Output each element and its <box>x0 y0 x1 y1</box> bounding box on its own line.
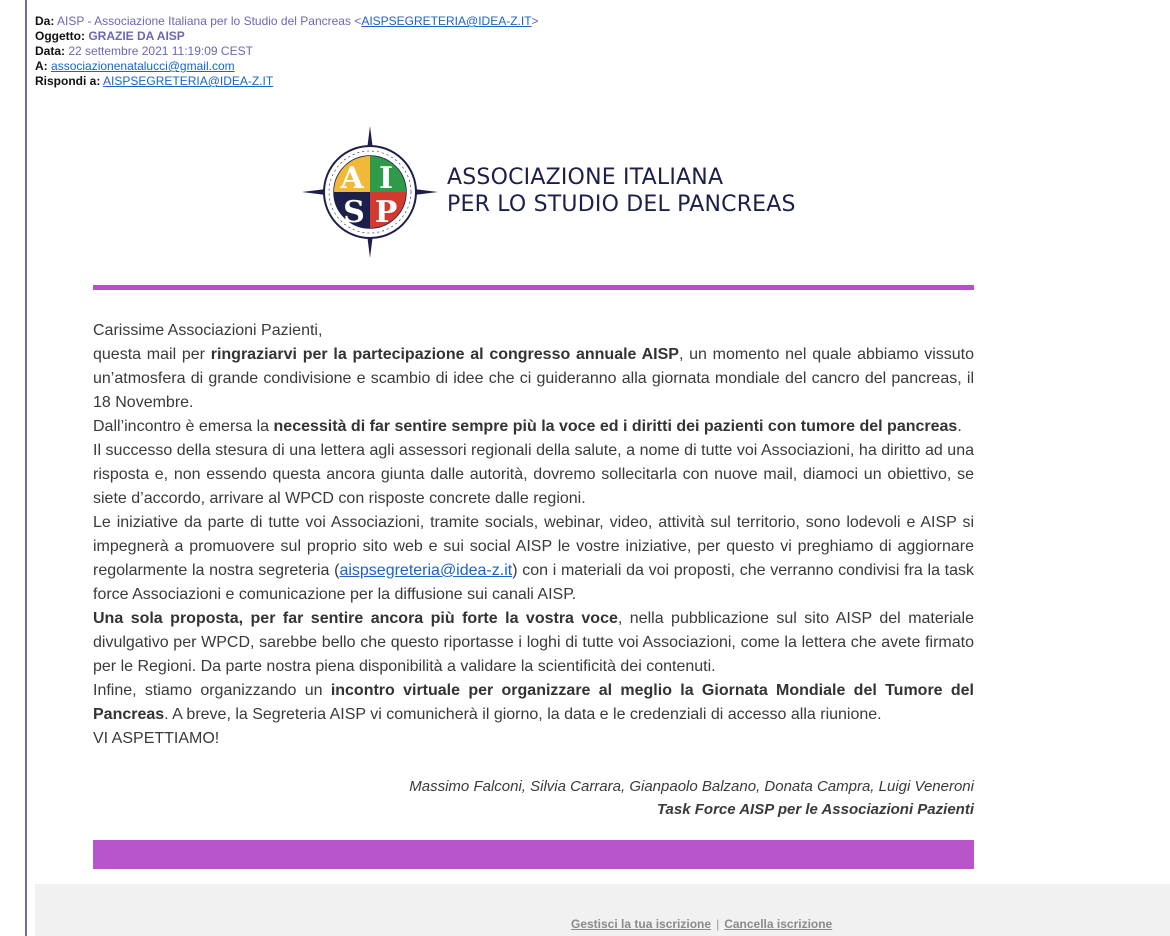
message-left-border <box>25 0 27 936</box>
emblem-letter-i: I <box>378 161 394 196</box>
paragraph-thanks <box>93 343 974 415</box>
segreteria-email-link[interactable]: aispsegreteria@idea-z.it <box>339 562 513 579</box>
paragraph-need <box>93 415 974 439</box>
p1-text-a: questa mail per <box>93 346 211 363</box>
unsubscribe-link[interactable]: Cancella iscrizione <box>724 917 833 931</box>
to-row <box>35 59 539 74</box>
reply-to-row <box>35 74 539 89</box>
reply-to-email-link[interactable]: AISPSEGRETERIA@IDEA-Z.IT <box>103 74 274 88</box>
manage-subscription-link[interactable]: Gestisci la tua iscrizione <box>571 917 712 931</box>
to-email-link[interactable]: associazionenatalucci@gmail.com <box>51 59 235 73</box>
from-close: > <box>531 14 539 28</box>
from-label: Da: <box>35 14 55 28</box>
emblem-letter-p: P <box>374 195 398 230</box>
signature-role: Task Force AISP per le Associazioni Pazienti <box>656 801 974 818</box>
from-email-link[interactable]: AISPSEGRETERIA@IDEA-Z.IT <box>361 14 532 28</box>
p6-text-c: . A breve, la Segreteria AISP vi comunicherà il giorno, la data e le credenziali di accesso alla riunione. <box>164 706 882 723</box>
paragraph-meeting <box>93 679 974 727</box>
logo-line-1: ASSOCIAZIONE ITALIANA <box>447 165 724 190</box>
email-body <box>93 319 974 751</box>
p1-bold: ringraziarvi per la partecipazione al congresso annuale AISP <box>210 346 679 363</box>
emblem-letter-a: A <box>340 161 364 196</box>
date-label: Data: <box>35 44 66 58</box>
footer-links <box>571 917 832 931</box>
date-value: 22 settembre 2021 11:19:09 CEST <box>68 44 253 58</box>
date-row <box>35 44 539 59</box>
aisp-emblem-icon <box>300 124 440 260</box>
subject-value: GRAZIE DA AISP <box>88 29 185 43</box>
closing: VI ASPETTIAMO! <box>93 730 220 747</box>
p6-text-a: Infine, stiamo organizzando un <box>93 682 331 699</box>
p5-bold: Una sola proposta, per far sentire ancora più forte la vostra voce <box>93 610 618 627</box>
to-label: A: <box>35 59 48 73</box>
paragraph-letter: Il successo della stesura di una lettera agli assessori regionali della salute, a nome di tutte voi Associazioni, ha diritto ad una risposta e, non essendo questa ancora giunta dalle autorità, dovremo sollecitarla con nuove mail, diamoci un obiettivo, se siete d’accordo, arrivare al WPCD con risposte concrete dalle regioni. <box>93 442 974 507</box>
signature <box>409 775 974 821</box>
p2-bold: necessità di far sentire sempre più la voce ed i diritti dei pazienti con tumore del pancreas <box>273 418 958 435</box>
p6-bold: incontro virtuale per organizzare al meglio la Giornata Mondiale del Tumore del Pancreas <box>93 682 974 723</box>
p5-text-b: , nella pubblicazione sul sito AISP del materiale divulgativo per WPCD, sarebbe bello che questo riportasse i loghi di tutte voi Associazioni, come la lettera che avete firmato per le Regioni. Da parte nostra piena disponibilità a validare la scientificità dei contenuti. <box>93 610 974 675</box>
p1-text-c: , un momento nel quale abbiamo vissuto un’atmosfera di grande condivisione e scambio di idee che ci guideranno alla giornata mondiale del cancro del pancreas, il 18 Novembre. <box>93 346 974 411</box>
from-row <box>35 14 539 29</box>
paragraph-initiatives <box>93 511 974 607</box>
p4-text-a: Le iniziative da parte di tutte voi Associazioni, tramite socials, webinar, video, attività sul territorio, sono lodevoli e AISP si impegnerà a promuovere sul proprio sito web e sui social AISP le vostre iniziative, per questo vi preghiamo di aggiornare regolarmente la nostra segreteria ( <box>93 514 974 579</box>
footer <box>35 884 1170 936</box>
logo-wordmark <box>447 164 796 218</box>
email-headers <box>35 14 539 89</box>
paragraph-proposal <box>93 607 974 679</box>
p4-text-b: ) con i materiali da voi proposti, che verranno condivisi fra la task force Associazioni e comunicazione per la diffusione sui canali AISP. <box>93 562 975 603</box>
p2-text-c: . <box>957 418 962 435</box>
from-name: AISP - Associazione Italiana per lo Studio del Pancreas < <box>57 14 362 28</box>
signature-names: Massimo Falconi, Silvia Carrara, Gianpaolo Balzano, Donata Campra, Luigi Veneroni <box>409 778 974 795</box>
aisp-logo <box>300 124 796 260</box>
subject-row <box>35 29 539 44</box>
footer-separator: | <box>716 917 720 931</box>
reply-to-label: Rispondi a: <box>35 74 101 88</box>
top-accent-divider <box>93 285 974 290</box>
subject-label: Oggetto: <box>35 29 85 43</box>
p2-text-a: Dall’incontro è emersa la <box>93 418 274 435</box>
greeting: Carissime Associazioni Pazienti, <box>93 322 323 339</box>
emblem-letter-s: S <box>343 195 365 230</box>
bottom-accent-bar <box>93 840 974 869</box>
logo-line-2: PER LO STUDIO DEL PANCREAS <box>447 192 796 217</box>
